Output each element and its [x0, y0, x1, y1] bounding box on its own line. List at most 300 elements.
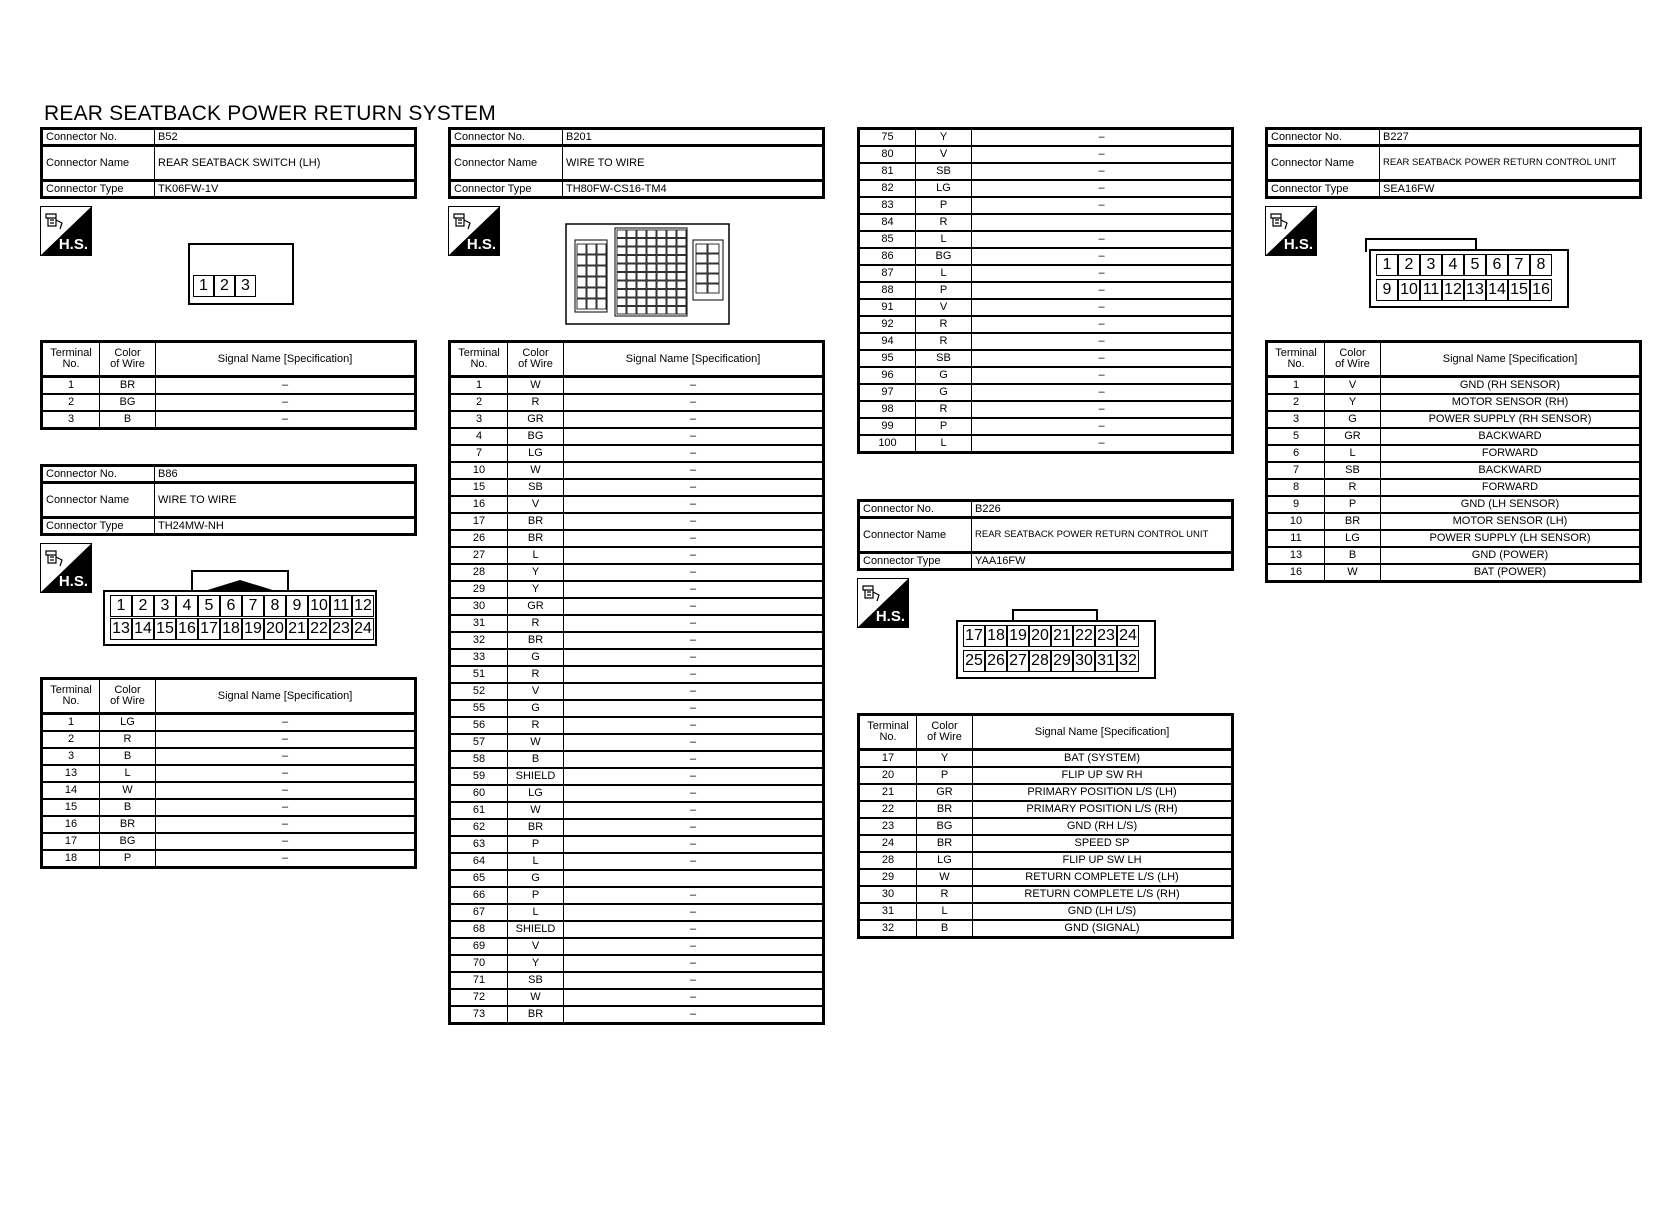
terminal-no: 16 [450, 496, 508, 513]
terminal-no-header [1267, 342, 1325, 377]
header-line: No. [1287, 358, 1305, 370]
hs-label: H.S. [58, 236, 88, 253]
wire-color: BR [917, 835, 973, 852]
table-row [42, 816, 416, 833]
harness-side-icon [857, 578, 909, 628]
table-row [450, 632, 824, 649]
pin-row-bottom [963, 650, 1139, 672]
pin-22: 22 [308, 618, 330, 640]
signal-name: – [564, 955, 824, 972]
pin-8: 8 [264, 595, 286, 617]
signal-name: – [564, 530, 824, 547]
signal-name: – [564, 632, 824, 649]
terminal-no: 73 [450, 1006, 508, 1024]
terminal-no: 28 [859, 852, 917, 869]
pin-14: 14 [132, 618, 154, 640]
signal-name: FORWARD [1381, 445, 1641, 462]
terminal-no: 32 [859, 920, 917, 938]
wire-color: R [916, 401, 972, 418]
signal-name: POWER SUPPLY (LH SENSOR) [1381, 530, 1641, 547]
table-row [450, 479, 824, 496]
signal-name: – [156, 714, 416, 732]
header-line: Terminal [50, 684, 92, 696]
wire-color: GR [1325, 428, 1381, 445]
terminal-no: 83 [859, 197, 916, 214]
signal-name: – [972, 180, 1233, 197]
terminal-no: 100 [859, 435, 916, 453]
terminal-no: 2 [1267, 394, 1325, 411]
signal-name: – [564, 445, 824, 462]
pin-5: 5 [198, 595, 220, 617]
signal-name: – [972, 282, 1233, 299]
table-row [450, 462, 824, 479]
wire-color: B [100, 748, 156, 765]
pin-row-top [1376, 254, 1552, 276]
table-row [1267, 411, 1641, 428]
wire-color: R [916, 333, 972, 350]
signal-name: – [564, 564, 824, 581]
signal-name: BACKWARD [1381, 462, 1641, 479]
signal-name: – [564, 428, 824, 445]
signal-name: – [972, 418, 1233, 435]
table-row [450, 700, 824, 717]
terminal-no: 92 [859, 316, 916, 333]
connector-face-b227 [1369, 249, 1569, 308]
pin-10: 10 [1398, 279, 1420, 301]
table-row [859, 767, 1233, 784]
signal-name: – [564, 479, 824, 496]
table-row [1267, 394, 1641, 411]
pin-row [193, 275, 256, 297]
wire-color: W [917, 869, 973, 886]
pin-11: 11 [1420, 279, 1442, 301]
table-row [450, 530, 824, 547]
signal-table-b201 [448, 340, 825, 1025]
terminal-no: 82 [859, 180, 916, 197]
terminal-no: 88 [859, 282, 916, 299]
table-row [450, 666, 824, 683]
connector-face-b226 [956, 620, 1156, 679]
terminal-no: 7 [450, 445, 508, 462]
connector-no-value: B226 [972, 501, 1233, 518]
signal-table-b227 [1265, 340, 1642, 583]
pin-row-top [110, 595, 374, 617]
signal-name: – [564, 581, 824, 598]
table-row [859, 333, 1233, 350]
wire-color: SHIELD [508, 768, 564, 785]
wire-color: LG [508, 785, 564, 802]
table-row [450, 853, 824, 870]
terminal-no: 7 [1267, 462, 1325, 479]
wire-color: B [100, 799, 156, 816]
wire-color: R [916, 316, 972, 333]
signal-name: SPEED SP [973, 835, 1233, 852]
terminal-no: 72 [450, 989, 508, 1006]
wire-color: B [917, 920, 973, 938]
wire-color: W [1325, 564, 1381, 582]
wire-color: G [508, 870, 564, 887]
table-row [859, 214, 1233, 231]
signal-name: – [564, 734, 824, 751]
table-row [42, 765, 416, 782]
signal-name: – [564, 666, 824, 683]
hs-label: H.S. [58, 573, 88, 590]
signal-name: – [564, 802, 824, 819]
pin-9: 9 [286, 595, 308, 617]
signal-name: MOTOR SENSOR (RH) [1381, 394, 1641, 411]
table-row [450, 1006, 824, 1024]
signal-name: – [564, 768, 824, 785]
table-row [859, 146, 1233, 163]
signal-name: – [972, 384, 1233, 401]
table-row [859, 180, 1233, 197]
table-row [450, 394, 824, 411]
wire-color: LG [917, 852, 973, 869]
header-line: Terminal [50, 347, 92, 359]
signal-name: – [564, 989, 824, 1006]
table-row [859, 299, 1233, 316]
connector-name-label: Connector Name [42, 483, 155, 518]
page-title: REAR SEATBACK POWER RETURN SYSTEM [44, 102, 496, 125]
table-header [450, 342, 824, 377]
terminal-no: 70 [450, 955, 508, 972]
pin-7: 7 [1508, 254, 1530, 276]
terminal-no: 81 [859, 163, 916, 180]
header-line: Color [1339, 347, 1366, 359]
wire-color: R [508, 717, 564, 734]
connector-name-value: WIRE TO WIRE [155, 483, 416, 518]
signal-name: – [156, 411, 416, 429]
terminal-no-header [42, 679, 100, 714]
signal-name: – [564, 1006, 824, 1024]
table-header [42, 679, 416, 714]
pin-3: 3 [154, 595, 176, 617]
signal-name: – [972, 129, 1233, 147]
terminal-no: 1 [42, 714, 100, 732]
wire-color: L [508, 547, 564, 564]
signal-name: MOTOR SENSOR (LH) [1381, 513, 1641, 530]
table-row [859, 282, 1233, 299]
signal-name: – [564, 377, 824, 395]
wire-color: Y [508, 581, 564, 598]
terminal-no: 3 [1267, 411, 1325, 428]
signal-name: – [564, 462, 824, 479]
terminal-no: 94 [859, 333, 916, 350]
lock-wedge-icon [193, 572, 287, 592]
pin-row-bottom [1376, 279, 1552, 301]
signal-name: – [972, 367, 1233, 384]
table-row [1267, 547, 1641, 564]
signal-name: GND (LH SENSOR) [1381, 496, 1641, 513]
wire-color: P [917, 767, 973, 784]
pin-30: 30 [1073, 650, 1095, 672]
pin-13: 13 [110, 618, 132, 640]
terminal-no: 85 [859, 231, 916, 248]
table-row [1267, 428, 1641, 445]
terminal-no: 57 [450, 734, 508, 751]
terminal-no: 29 [450, 581, 508, 598]
table-row [1267, 462, 1641, 479]
terminal-no: 20 [859, 767, 917, 784]
wire-color: P [100, 850, 156, 868]
signal-name: FLIP UP SW LH [973, 852, 1233, 869]
pin-23: 23 [1095, 625, 1117, 647]
table-row [450, 428, 824, 445]
terminal-no: 18 [42, 850, 100, 868]
header-line: No. [470, 358, 488, 370]
wire-color: LG [508, 445, 564, 462]
pin-3: 3 [1420, 254, 1442, 276]
pin-16: 16 [176, 618, 198, 640]
connector-no-value: B227 [1380, 129, 1641, 146]
connector-name-value: REAR SEATBACK POWER RETURN CONTROL UNIT [1380, 146, 1641, 181]
table-row [859, 886, 1233, 903]
terminal-no: 87 [859, 265, 916, 282]
table-row [42, 714, 416, 732]
terminal-no: 14 [42, 782, 100, 799]
wire-color: B [1325, 547, 1381, 564]
signal-name-header: Signal Name [Specification] [564, 342, 824, 377]
terminal-no: 63 [450, 836, 508, 853]
pin-2: 2 [1398, 254, 1420, 276]
pin-4: 4 [1442, 254, 1464, 276]
table-row [450, 785, 824, 802]
table-row [450, 598, 824, 615]
connector-face-b52 [188, 243, 294, 305]
signal-name: – [564, 547, 824, 564]
terminal-no: 23 [859, 818, 917, 835]
pin-17: 17 [198, 618, 220, 640]
signal-name: – [156, 394, 416, 411]
pin-13: 13 [1464, 279, 1486, 301]
wire-color: P [1325, 496, 1381, 513]
wire-color: BR [100, 816, 156, 833]
signal-name: – [972, 401, 1233, 418]
terminal-no: 10 [1267, 513, 1325, 530]
signal-name: – [564, 717, 824, 734]
connector-type-value: TK06FW-1V [155, 181, 416, 198]
wire-color: G [508, 649, 564, 666]
wire-color: GR [917, 784, 973, 801]
wire-color: BG [917, 818, 973, 835]
wire-color: B [508, 751, 564, 768]
connector-type-value: SEA16FW [1380, 181, 1641, 198]
terminal-no: 56 [450, 717, 508, 734]
pin-16: 16 [1530, 279, 1552, 301]
pin-11: 11 [330, 595, 352, 617]
connector-type-label: Connector Type [859, 553, 972, 570]
header-line: of Wire [110, 358, 145, 370]
signal-name: GND (RH SENSOR) [1381, 377, 1641, 395]
terminal-no: 2 [42, 731, 100, 748]
wire-color: Y [916, 129, 972, 147]
terminal-no-header [450, 342, 508, 377]
wire-color: LG [1325, 530, 1381, 547]
signal-name: – [564, 615, 824, 632]
signal-name: – [564, 904, 824, 921]
terminal-no: 17 [42, 833, 100, 850]
wire-color: GR [508, 411, 564, 428]
wire-color: R [100, 731, 156, 748]
pin-21: 21 [286, 618, 308, 640]
wire-color: Y [508, 955, 564, 972]
table-row [450, 581, 824, 598]
pin-17: 17 [963, 625, 985, 647]
wire-color: BG [100, 394, 156, 411]
connector-face-b201 [565, 220, 730, 325]
signal-name: – [972, 435, 1233, 453]
terminal-no: 28 [450, 564, 508, 581]
terminal-no: 22 [859, 801, 917, 818]
table-row [42, 833, 416, 850]
wire-color-header [1325, 342, 1381, 377]
table-row [859, 350, 1233, 367]
header-line: No. [879, 731, 897, 743]
pin-row-bottom [110, 618, 374, 640]
terminal-no: 86 [859, 248, 916, 265]
signal-table-b201-continued [857, 127, 1234, 454]
terminal-no: 17 [859, 750, 917, 768]
table-row [859, 435, 1233, 453]
signal-name [564, 870, 824, 887]
multi-pin-connector-drawing [565, 220, 730, 325]
wire-color: W [508, 377, 564, 395]
terminal-no: 30 [450, 598, 508, 615]
connector-type-value: TH80FW-CS16-TM4 [563, 181, 824, 198]
header-line: No. [62, 358, 80, 370]
terminal-no-header [42, 342, 100, 377]
signal-name: BACKWARD [1381, 428, 1641, 445]
connector-name-label: Connector Name [859, 518, 972, 553]
terminal-no: 1 [1267, 377, 1325, 395]
signal-name: – [972, 316, 1233, 333]
wire-color: V [916, 299, 972, 316]
wire-color: SHIELD [508, 921, 564, 938]
wire-color: V [508, 683, 564, 700]
wire-color: W [508, 802, 564, 819]
wire-color: BG [916, 248, 972, 265]
table-row [859, 384, 1233, 401]
table-row [859, 818, 1233, 835]
harness-side-icon [40, 206, 92, 256]
wire-color: W [508, 462, 564, 479]
terminal-no: 26 [450, 530, 508, 547]
terminal-no: 84 [859, 214, 916, 231]
header-line: No. [62, 695, 80, 707]
wire-color: SB [916, 350, 972, 367]
terminal-no: 64 [450, 853, 508, 870]
terminal-no: 33 [450, 649, 508, 666]
signal-table-b226 [857, 713, 1234, 939]
connector-name-label: Connector Name [42, 146, 155, 181]
signal-name: – [564, 683, 824, 700]
signal-name-header: Signal Name [Specification] [973, 715, 1233, 750]
table-row [42, 394, 416, 411]
pin-4: 4 [176, 595, 198, 617]
signal-name: – [564, 700, 824, 717]
signal-name: – [564, 598, 824, 615]
pin-18: 18 [220, 618, 242, 640]
wire-color: BR [508, 530, 564, 547]
wire-color: L [916, 231, 972, 248]
wire-color: BR [100, 377, 156, 395]
signal-name: – [156, 799, 416, 816]
signal-table-b86 [40, 677, 417, 869]
pin-2: 2 [214, 275, 235, 297]
signal-name: – [564, 496, 824, 513]
terminal-no: 16 [1267, 564, 1325, 582]
terminal-no: 97 [859, 384, 916, 401]
connector-type-value: YAA16FW [972, 553, 1233, 570]
wire-color: V [508, 496, 564, 513]
table-header [42, 342, 416, 377]
table-row [450, 411, 824, 428]
terminal-no: 91 [859, 299, 916, 316]
terminal-no: 15 [450, 479, 508, 496]
wire-color: BG [508, 428, 564, 445]
table-row [42, 799, 416, 816]
pin-1: 1 [193, 275, 214, 297]
wire-color: L [508, 853, 564, 870]
wire-color: G [1325, 411, 1381, 428]
table-row [450, 768, 824, 785]
signal-name: – [156, 833, 416, 850]
connector-name-label: Connector Name [450, 146, 563, 181]
wire-color: G [916, 384, 972, 401]
connector-no-value: B86 [155, 466, 416, 483]
signal-name-header: Signal Name [Specification] [156, 342, 416, 377]
terminal-no: 3 [42, 748, 100, 765]
terminal-no: 31 [450, 615, 508, 632]
terminal-no: 6 [1267, 445, 1325, 462]
pin-29: 29 [1051, 650, 1073, 672]
signal-name: – [156, 731, 416, 748]
signal-name: – [564, 751, 824, 768]
table-row [42, 411, 416, 429]
wire-color: R [508, 615, 564, 632]
table-row [450, 870, 824, 887]
terminal-no: 1 [450, 377, 508, 395]
terminal-no: 27 [450, 547, 508, 564]
table-row [1267, 496, 1641, 513]
signal-name: – [564, 394, 824, 411]
terminal-no: 30 [859, 886, 917, 903]
terminal-no: 31 [859, 903, 917, 920]
terminal-no: 52 [450, 683, 508, 700]
pin-row-top [963, 625, 1139, 647]
signal-name: – [972, 231, 1233, 248]
connector-no-label: Connector No. [42, 129, 155, 146]
signal-name: – [564, 853, 824, 870]
table-row [1267, 377, 1641, 395]
connector-info-b201 [448, 127, 825, 199]
pin-22: 22 [1073, 625, 1095, 647]
pin-32: 32 [1117, 650, 1139, 672]
wire-color: L [508, 904, 564, 921]
connector-type-label: Connector Type [450, 181, 563, 198]
table-header [1267, 342, 1641, 377]
pin-14: 14 [1486, 279, 1508, 301]
wire-color: V [916, 146, 972, 163]
table-row [1267, 530, 1641, 547]
connector-type-value: TH24MW-NH [155, 518, 416, 535]
harness-side-icon [40, 543, 92, 593]
pin-19: 19 [242, 618, 264, 640]
pin-12: 12 [352, 595, 374, 617]
table-row [859, 401, 1233, 418]
header-line: of Wire [110, 695, 145, 707]
signal-name: – [564, 411, 824, 428]
